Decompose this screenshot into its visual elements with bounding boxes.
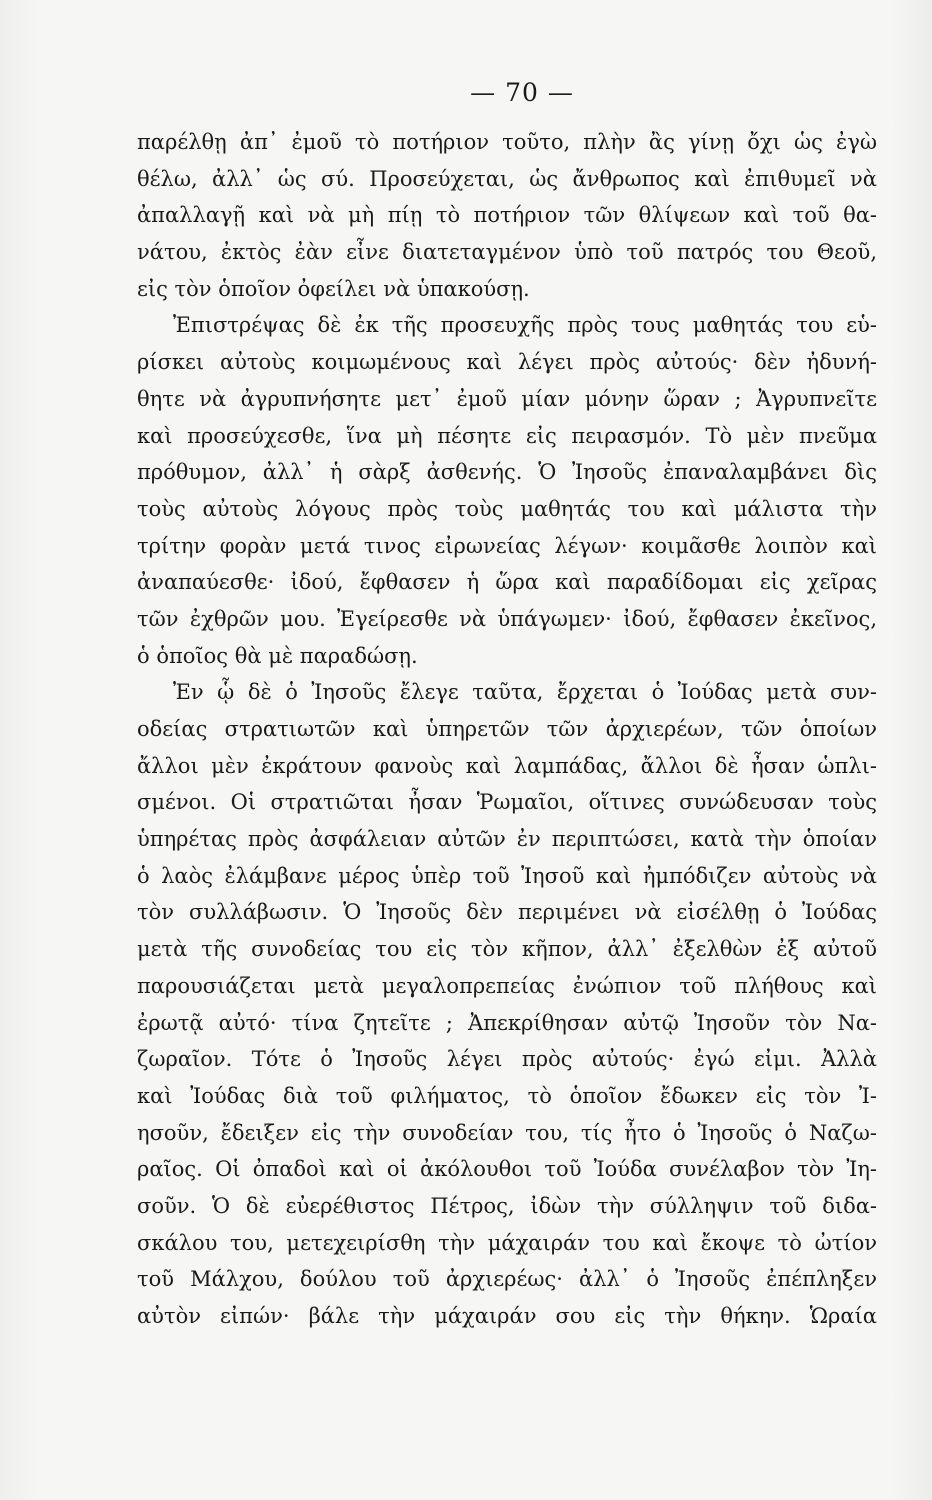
text-line: παρουσιάζεται μετὰ μεγαλοπρεπείας ἐνώπιον τοῦ πλήθους καὶ [137, 973, 877, 998]
text-line: τρίτην φορὰν μετά τινος εἰρωνείας λέγων· κοιμᾶσθε λοιπὸν καὶ [137, 533, 877, 558]
text-line: τοὺς αὐτοὺς λόγους πρὸς τοὺς μαθητάς του καὶ μάλιστα τὴν [137, 496, 877, 521]
text-line: πρόθυμον, ἀλλ᾽ ἡ σὰρξ ἀσθενής. Ὁ Ἰησοῦς ἐπαναλαμβάνει δὶς [137, 460, 877, 485]
text-line: ὁ λαὸς ἐλάμβανε μέρος ὑπὲρ τοῦ Ἰησοῦ καὶ ἠμπόδιζεν αὐτοὺς νὰ [137, 863, 877, 888]
text-line: νάτου, ἐκτὸς ἐὰν εἶνε διατεταγμένον ὑπὸ τοῦ πατρός του Θεοῦ, [137, 240, 877, 265]
text-line: αὐτὸν εἰπών· βάλε τὴν μάχαιράν σου εἰς τὴν θήκην. Ὡραία [137, 1304, 877, 1328]
text-line: Ἐπιστρέψας δὲ ἐκ τῆς προσευχῆς πρὸς τους μαθητάς του εὑ- [173, 313, 877, 338]
text-line: καὶ προσεύχεσθε, ἵνα μὴ πέσητε εἰς πειρασμόν. Τὸ μὲν πνεῦμα [137, 423, 877, 448]
text-line: ρίσκει αὐτοὺς κοιμωμένους καὶ λέγει πρὸς αὐτούς· δὲν ἠδυνή- [137, 350, 877, 375]
body-text [137, 124, 877, 1335]
text-line: τῶν ἐχθρῶν μου. Ἐγείρεσθε νὰ ὑπάγωμεν· ἰδού, ἔφθασεν ἐκεῖνος, [137, 606, 877, 631]
text-line: οδείας στρατιωτῶν καὶ ὑπηρετῶν τῶν ἀρχιερέων, τῶν ὁποίων [137, 717, 877, 741]
text-line: ησοῦν, ἔδειξεν εἰς τὴν συνοδείαν του, τίς ἦτο ὁ Ἰησοῦς ὁ Ναζω- [137, 1120, 877, 1145]
text-line: θητε νὰ ἀγρυπνήσητε μετ᾽ ἐμοῦ μίαν μόνην ὥραν ; Ἀγρυπνεῖτε [137, 386, 877, 411]
text-line: ὁ ὁποῖος θὰ μὲ παραδώσῃ. [137, 643, 418, 668]
text-line: ὑπηρέτας πρὸς ἀσφάλειαν αὐτῶν ἐν περιπτώσει, κατὰ τὴν ὁποίαν [137, 827, 877, 852]
text-line: καὶ Ἰούδας διὰ τοῦ φιλήματος, τὸ ὁποῖον ἔδωκεν εἰς τὸν Ἰ- [137, 1083, 877, 1108]
text-line: θέλω, ἀλλ᾽ ὡς σύ. Προσεύχεται, ὡς ἄνθρωπος καὶ ἐπιθυμεῖ νὰ [137, 166, 877, 191]
text-line: τὸν συλλάβωσιν. Ὁ Ἰησοῦς δὲν περιμένει νὰ εἰσέλθῃ ὁ Ἰούδας [137, 900, 877, 925]
text-line: ἐρωτᾷ αὐτό· τίνα ζητεῖτε ; Ἀπεκρίθησαν αὐτῷ Ἰησοῦν τὸν Να- [137, 1010, 877, 1035]
text-line: σμένοι. Οἱ στρατιῶται ἦσαν Ῥωμαῖοι, οἵτινες συνώδευσαν τοὺς [137, 790, 877, 815]
text-line: μετὰ τῆς συνοδείας του εἰς τὸν κῆπον, ἀλλ᾽ ἐξελθὼν ἐξ αὐτοῦ [137, 937, 877, 962]
text-line: ζωραῖον. Τότε ὁ Ἰησοῦς λέγει πρὸς αὐτούς· ἐγώ εἰμι. Ἀλλὰ [137, 1047, 877, 1072]
text-line: παρέλθῃ ἀπ᾽ ἐμοῦ τὸ ποτήριον τοῦτο, πλὴν ἂς γίνῃ ὄχι ὡς ἐγὼ [137, 130, 877, 154]
text-line: ἀπαλλαγῇ καὶ νὰ μὴ πίῃ τὸ ποτήριον τῶν θλίψεων καὶ τοῦ θα- [137, 203, 877, 228]
page-number: — 70 — [470, 78, 574, 107]
text-line: Ἐν ᾧ δὲ ὁ Ἰησοῦς ἔλεγε ταῦτα, ἔρχεται ὁ Ἰούδας μετὰ συν- [173, 680, 877, 705]
text-line: τοῦ Μάλχου, δούλου τοῦ ἀρχιερέως· ἀλλ᾽ ὁ Ἰησοῦς ἐπέπληξεν [137, 1267, 877, 1292]
text-line: εἰς τὸν ὁποῖον ὀφείλει νὰ ὑπακούσῃ. [137, 276, 530, 301]
text-line: σκάλου του, μετεχειρίσθη τὴν μάχαιράν του καὶ ἔκοψε τὸ ὠτίον [137, 1230, 877, 1255]
text-line: σοῦν. Ὁ δὲ εὐερέθιστος Πέτρος, ἰδὼν τὴν σύλληψιν τοῦ διδα- [137, 1193, 877, 1218]
text-line: ραῖος. Οἱ ὀπαδοὶ καὶ οἱ ἀκόλουθοι τοῦ Ἰούδα συνέλαβον τὸν Ἰη- [137, 1157, 877, 1182]
text-line: ἀναπαύεσθε· ἰδού, ἔφθασεν ἡ ὥρα καὶ παραδίδομαι εἰς χεῖρας [137, 570, 877, 595]
text-line: ἄλλοι μὲν ἐκράτουν φανοὺς καὶ λαμπάδας, ἄλλοι δὲ ἦσαν ὡπλι- [137, 753, 877, 778]
